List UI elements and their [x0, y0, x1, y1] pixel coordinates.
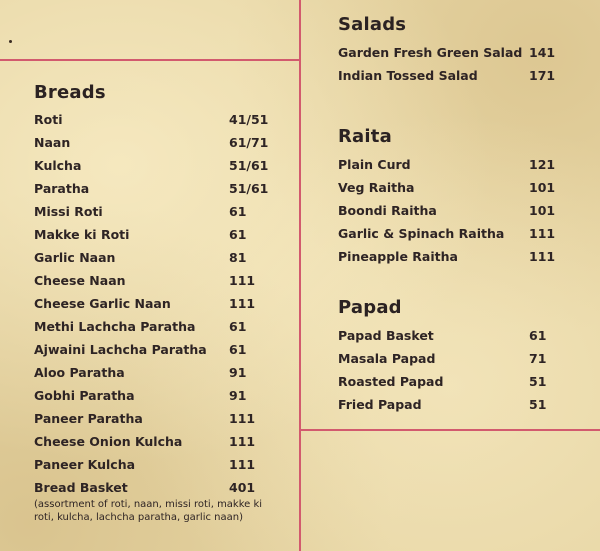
menu-item-price: 61	[229, 227, 247, 242]
papad-section	[338, 297, 588, 420]
menu-item	[338, 351, 588, 374]
menu-item-price: 61	[229, 204, 247, 219]
menu-item	[34, 112, 294, 135]
menu-item	[338, 397, 588, 420]
menu-item-price: 121	[529, 157, 556, 172]
menu-item-price: 111	[529, 226, 556, 241]
menu-item-price: 171	[529, 68, 556, 83]
breads-section	[34, 82, 294, 524]
salads-list	[338, 45, 588, 91]
menu-item-name: Garlic & Spinach Raitha	[338, 226, 505, 241]
menu-item-name: Gobhi Paratha	[34, 388, 135, 403]
menu-item-name: Methi Lachcha Paratha	[34, 319, 196, 334]
menu-item-price: 61	[229, 319, 247, 334]
menu-item-name: Ajwaini Lachcha Paratha	[34, 342, 207, 357]
menu-item	[34, 457, 294, 480]
menu-item-name: Roasted Papad	[338, 374, 444, 389]
breads-list	[34, 112, 294, 503]
menu-item	[338, 45, 588, 68]
menu-item-price: 111	[529, 249, 556, 264]
menu-item	[34, 365, 294, 388]
raita-list	[338, 157, 588, 272]
menu-item-name: Cheese Garlic Naan	[34, 296, 171, 311]
menu-item-name: Indian Tossed Salad	[338, 68, 478, 83]
center-divider	[299, 0, 301, 551]
menu-item-name: Masala Papad	[338, 351, 436, 366]
raita-section	[338, 126, 588, 272]
menu-item-name: Missi Roti	[34, 204, 103, 219]
menu-item	[338, 180, 588, 203]
breads-heading: Breads	[34, 82, 106, 103]
menu-item	[34, 135, 294, 158]
menu-item	[34, 388, 294, 411]
raita-heading: Raita	[338, 126, 392, 147]
menu-item-name: Garlic Naan	[34, 250, 116, 265]
menu-item-name: Garden Fresh Green Salad	[338, 45, 523, 60]
menu-item-name: Makke ki Roti	[34, 227, 130, 242]
menu-item	[338, 226, 588, 249]
menu-item-price: 101	[529, 180, 556, 195]
menu-item-price: 51/61	[229, 181, 269, 196]
menu-item-name: Cheese Naan	[34, 273, 126, 288]
menu-item	[34, 273, 294, 296]
bottom-right-border	[299, 429, 600, 431]
menu-item-price: 81	[229, 250, 247, 265]
bread-basket-note: (assortment of roti, naan, missi roti, makke ki roti, kulcha, lachcha paratha, garlic naan)	[34, 499, 263, 523]
menu-item	[338, 68, 588, 91]
menu-item-price: 111	[229, 296, 256, 311]
menu-item-name: Pineapple Raitha	[338, 249, 458, 264]
menu-item-name: Veg Raitha	[338, 180, 415, 195]
menu-item-price: 51/61	[229, 158, 269, 173]
menu-item	[34, 227, 294, 250]
papad-list	[338, 328, 588, 420]
menu-item	[34, 480, 294, 503]
menu-item-name: Boondi Raitha	[338, 203, 437, 218]
menu-item-price: 111	[229, 457, 256, 472]
menu-item-price: 51	[529, 374, 547, 389]
menu-item-price: 401	[229, 480, 256, 495]
menu-item-name: Bread Basket	[34, 480, 128, 495]
menu-item	[338, 249, 588, 272]
menu-item-name: Paneer Kulcha	[34, 457, 136, 472]
menu-item-price: 61	[229, 342, 247, 357]
menu-item-price: 61	[529, 328, 547, 343]
menu-item	[338, 328, 588, 351]
menu-item	[338, 203, 588, 226]
menu-item-name: Fried Papad	[338, 397, 422, 412]
menu-item	[338, 157, 588, 180]
top-left-border	[0, 59, 301, 61]
menu-item-price: 111	[229, 434, 256, 449]
menu-item-price: 61/71	[229, 135, 269, 150]
salads-section	[338, 14, 588, 91]
menu-item	[34, 204, 294, 227]
menu-item-name: Roti	[34, 112, 63, 127]
menu-item-price: 41/51	[229, 112, 269, 127]
menu-item-price: 71	[529, 351, 547, 366]
paper-speck	[9, 40, 12, 43]
menu-item-name: Papad Basket	[338, 328, 434, 343]
menu-item-price: 101	[529, 203, 556, 218]
menu-item-price: 141	[529, 45, 556, 60]
menu-item	[34, 250, 294, 273]
menu-item	[34, 434, 294, 457]
menu-item-name: Aloo Paratha	[34, 365, 125, 380]
menu-item	[338, 374, 588, 397]
menu-item-price: 111	[229, 273, 256, 288]
menu-item	[34, 319, 294, 342]
menu-item-name: Paneer Paratha	[34, 411, 143, 426]
menu-item-name: Naan	[34, 135, 71, 150]
papad-heading: Papad	[338, 297, 402, 318]
menu-item-name: Paratha	[34, 181, 90, 196]
menu-item-name: Plain Curd	[338, 157, 411, 172]
menu-item	[34, 181, 294, 204]
salads-heading: Salads	[338, 14, 407, 35]
menu-item	[34, 158, 294, 181]
menu-item	[34, 411, 294, 434]
menu-item-name: Kulcha	[34, 158, 82, 173]
menu-item-name: Cheese Onion Kulcha	[34, 434, 183, 449]
menu-item	[34, 342, 294, 365]
menu-item-price: 51	[529, 397, 547, 412]
menu-item-price: 111	[229, 411, 256, 426]
menu-item	[34, 296, 294, 319]
menu-item-price: 91	[229, 365, 247, 380]
menu-item-price: 91	[229, 388, 247, 403]
